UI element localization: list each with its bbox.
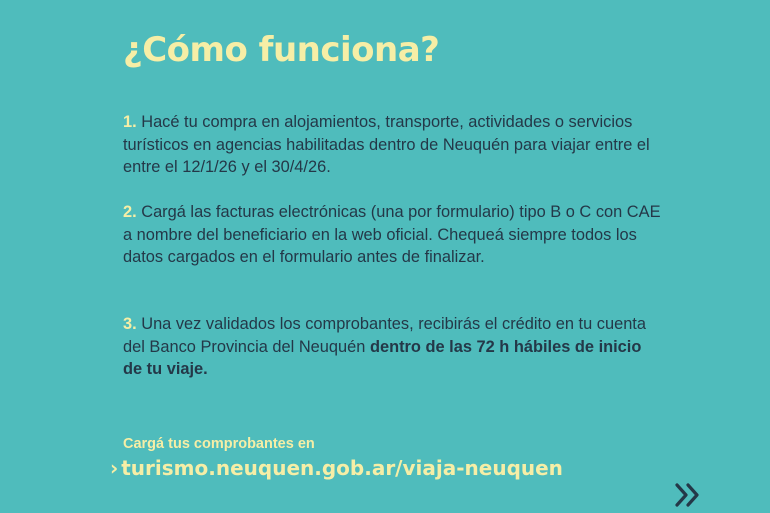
step-1-text: Hacé tu compra en alojamientos, transporte, actividades o servicios turísticos en agencias habilitadas dentro de Neuquén para viajar entre el entre el 12/1/26 y el 30/4/26. [123,113,650,176]
step-1 [123,111,663,179]
website-link-text: turismo.neuquen.gob.ar/viaja-neuquen [121,456,563,480]
step-3-number: 3. [123,315,137,333]
cta-label: Cargá tus comprobantes en [123,436,315,452]
step-1-number: 1. [123,113,137,131]
step-2-text: Cargá las facturas electrónicas (una por formulario) tipo B o C con CAE a nombre del beneficiario en la web oficial. Chequeá siempre todos los datos cargados en el formulario antes de finalizar. [123,203,661,266]
page-title: ¿Cómo funciona? [123,30,440,70]
step-2-number: 2. [123,203,137,221]
step-3 [123,313,663,381]
step-3-bold-text: dentro de las 72 h hábiles de inicio de tu viaje. [123,337,642,378]
step-3-text: Una vez validados los comprobantes, recibirás el crédito en tu cuenta del Banco Provincia del Neuquén [123,315,646,356]
double-chevron-right-icon[interactable] [674,482,702,508]
step-2 [123,201,663,269]
chevron-right-icon: › [110,456,119,480]
website-link[interactable] [110,456,563,480]
